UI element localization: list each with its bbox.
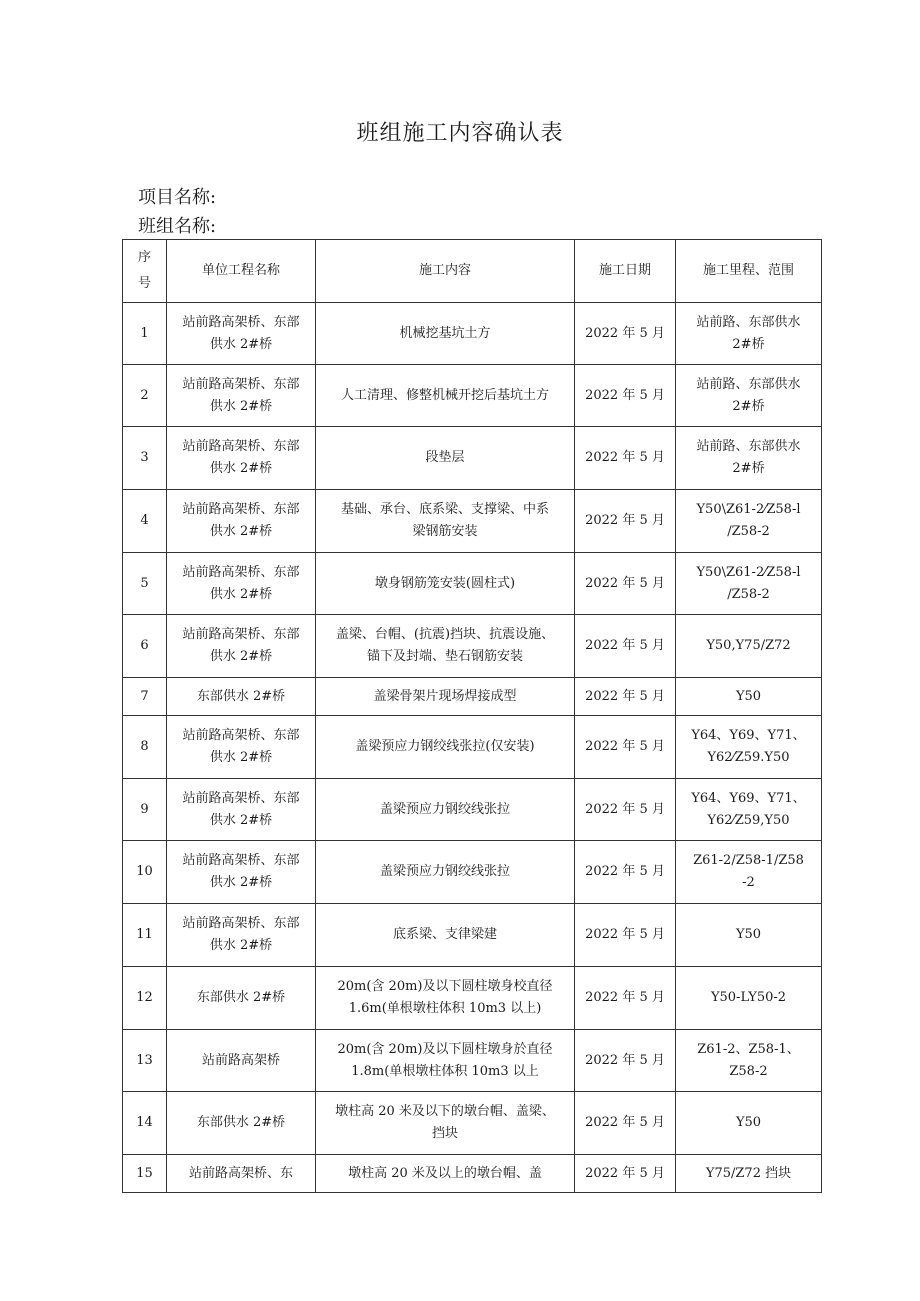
unit-project-cell bbox=[167, 303, 316, 365]
unit-project-cell-line: 站前路高架桥、东部 bbox=[182, 627, 300, 642]
mileage-range-cell bbox=[676, 841, 822, 904]
unit-project-cell-line: 供水 2#桥 bbox=[209, 398, 273, 414]
unit-project-cell-line: 站前路高架桥、东部 bbox=[182, 790, 300, 806]
unit-project-cell-line: 站前路高架桥、东部 bbox=[182, 502, 300, 517]
construction-content-cell bbox=[316, 615, 575, 678]
mileage-range-cell-line: Y50\Z61-2⁄Z58-l bbox=[696, 564, 801, 580]
unit-project-cell-line: 站前路高架桥、东 bbox=[188, 1165, 293, 1181]
unit-project-cell bbox=[167, 1030, 316, 1092]
construction-content-cell-line: 1.6m(单根墩柱体积 10m3 以上) bbox=[348, 1001, 542, 1016]
construction-date-cell: 2022 年 5 月 bbox=[575, 615, 676, 678]
row-number: 5 bbox=[123, 553, 167, 615]
table-row bbox=[123, 779, 822, 841]
construction-content-cell-line: 底系梁、支律梁建 bbox=[392, 927, 497, 942]
table-row bbox=[123, 615, 822, 678]
construction-content-cell bbox=[316, 1092, 575, 1155]
unit-project-cell-line: 站前路高架桥、东部 bbox=[182, 916, 300, 931]
construction-content-cell-line: 盖梁骨架片现场焊接成型 bbox=[373, 688, 517, 704]
table-row bbox=[123, 553, 822, 615]
mileage-range-cell-line: Y50-LY50-2 bbox=[710, 990, 787, 1005]
construction-content-cell-line: 段垫层 bbox=[425, 450, 465, 465]
unit-project-cell bbox=[167, 1155, 316, 1193]
unit-project-cell bbox=[167, 779, 316, 841]
construction-date-cell: 2022 年 5 月 bbox=[575, 1092, 676, 1155]
mileage-range-cell-line: 2#桥 bbox=[732, 398, 765, 414]
unit-project-cell bbox=[167, 490, 316, 553]
construction-content-cell bbox=[316, 365, 575, 427]
unit-project-cell bbox=[167, 427, 316, 490]
unit-project-cell-line: 供水 2#桥 bbox=[209, 875, 273, 890]
construction-content-cell-line: 锚下及封端、垫石钢筋安装 bbox=[366, 649, 523, 664]
construction-content-cell-line: 机械挖基坑土方 bbox=[399, 325, 491, 341]
construction-content-cell bbox=[316, 716, 575, 779]
construction-content-cell-line: 人工清理、修整机械开挖后基坑土方 bbox=[340, 387, 549, 403]
header-content: 施工内容 bbox=[316, 240, 575, 303]
table-row bbox=[123, 427, 822, 490]
construction-content-cell-line: 盖梁预应力钢绞线张拉 bbox=[379, 864, 510, 879]
unit-project-cell-line: 供水 2#桥 bbox=[209, 812, 273, 828]
table-row bbox=[123, 841, 822, 904]
construction-date-cell: 2022 年 5 月 bbox=[575, 904, 676, 967]
table-row bbox=[123, 967, 822, 1030]
construction-date-cell: 2022 年 5 月 bbox=[575, 490, 676, 553]
table-row bbox=[123, 1155, 822, 1193]
unit-project-cell-line: 东部供水 2#桥 bbox=[196, 688, 286, 704]
mileage-range-cell-line: Y64、Y69、Y71、 bbox=[691, 728, 806, 743]
mileage-range-cell bbox=[676, 1092, 822, 1155]
row-number: 15 bbox=[123, 1155, 167, 1193]
mileage-range-cell-line: 站前路、东部供水 bbox=[696, 376, 801, 392]
table-header-row bbox=[123, 240, 822, 303]
construction-date-cell: 2022 年 5 月 bbox=[575, 553, 676, 615]
mileage-range-cell-line: Y50,Y75/Z72 bbox=[706, 638, 791, 653]
mileage-range-cell bbox=[676, 716, 822, 779]
mileage-range-cell bbox=[676, 1030, 822, 1092]
mileage-range-cell-line: Y50\Z61-2⁄Z58-l bbox=[696, 502, 801, 517]
row-number: 2 bbox=[123, 365, 167, 427]
construction-content-cell bbox=[316, 779, 575, 841]
unit-project-cell-line: 供水 2#桥 bbox=[209, 336, 273, 352]
unit-project-cell bbox=[167, 904, 316, 967]
construction-date-cell: 2022 年 5 月 bbox=[575, 678, 676, 716]
table-row bbox=[123, 490, 822, 553]
unit-project-cell-line: 东部供水 2#桥 bbox=[196, 1115, 286, 1130]
construction-content-cell-line: 20m(含 20m)及以下圆柱墩身校直径 bbox=[337, 979, 553, 994]
mileage-range-cell-line: Y50 bbox=[735, 688, 762, 704]
row-number: 4 bbox=[123, 490, 167, 553]
unit-project-cell-line: 供水 2#桥 bbox=[209, 649, 273, 664]
table-row bbox=[123, 1030, 822, 1092]
team-name-label: 班组名称: bbox=[138, 216, 217, 237]
construction-date-cell: 2022 年 5 月 bbox=[575, 427, 676, 490]
mileage-range-cell-line: /Z58-2 bbox=[727, 524, 770, 539]
construction-date-cell: 2022 年 5 月 bbox=[575, 716, 676, 779]
table-row bbox=[123, 678, 822, 716]
mileage-range-cell bbox=[676, 904, 822, 967]
header-seq bbox=[123, 240, 167, 303]
mileage-range-cell bbox=[676, 303, 822, 365]
mileage-range-cell-line: 站前路、东部供水 bbox=[696, 439, 801, 454]
construction-date-cell: 2022 年 5 月 bbox=[575, 365, 676, 427]
table-body bbox=[123, 303, 822, 1193]
construction-content-cell bbox=[316, 1155, 575, 1193]
unit-project-cell bbox=[167, 716, 316, 779]
unit-project-cell-line: 站前路高架桥、东部 bbox=[182, 314, 300, 330]
mileage-range-cell bbox=[676, 1155, 822, 1193]
row-number: 8 bbox=[123, 716, 167, 779]
mileage-range-cell bbox=[676, 678, 822, 716]
mileage-range-cell-line: Z58-2 bbox=[729, 1063, 768, 1079]
page-title: 班组施工内容确认表 bbox=[356, 121, 564, 146]
unit-project-cell-line: 站前路高架桥、东部 bbox=[182, 376, 300, 392]
construction-date-cell: 2022 年 5 月 bbox=[575, 841, 676, 904]
mileage-range-cell bbox=[676, 553, 822, 615]
construction-content-cell bbox=[316, 967, 575, 1030]
unit-project-cell-line: 站前路高架桥、东部 bbox=[182, 439, 300, 454]
construction-content-cell-line: 盖梁预应力钢绞线张拉 bbox=[379, 801, 510, 817]
unit-project-cell-line: 供水 2#桥 bbox=[209, 524, 273, 539]
construction-content-cell-line: 墩柱高 20 米及以上的墩台帽、盖 bbox=[348, 1165, 542, 1181]
unit-project-cell bbox=[167, 841, 316, 904]
row-number: 13 bbox=[123, 1030, 167, 1092]
construction-content-cell bbox=[316, 904, 575, 967]
row-number: 11 bbox=[123, 904, 167, 967]
table-row bbox=[123, 365, 822, 427]
construction-content-cell-line: 盖梁、台帽、(抗震)挡块、抗震设施、 bbox=[335, 627, 555, 642]
unit-project-cell-line: 供水 2#桥 bbox=[209, 461, 273, 476]
mileage-range-cell-line: -2 bbox=[742, 875, 755, 890]
unit-project-cell-line: 供水 2#桥 bbox=[209, 750, 273, 765]
row-number: 1 bbox=[123, 303, 167, 365]
construction-date-cell: 2022 年 5 月 bbox=[575, 779, 676, 841]
header-date: 施工日期 bbox=[575, 240, 676, 303]
confirmation-table bbox=[122, 239, 822, 1193]
construction-content-cell bbox=[316, 427, 575, 490]
construction-content-cell-line: 盖梁预应力钢绞线张拉(仅安装) bbox=[355, 739, 535, 754]
construction-content-cell bbox=[316, 678, 575, 716]
mileage-range-cell-line: Y62⁄Z59,Y50 bbox=[707, 812, 790, 828]
unit-project-cell bbox=[167, 1092, 316, 1155]
unit-project-cell bbox=[167, 553, 316, 615]
construction-content-cell bbox=[316, 1030, 575, 1092]
construction-content-cell-line: 墩身钢筋笼安装(圆柱式) bbox=[374, 575, 516, 591]
unit-project-cell-line: 站前路高架桥、东部 bbox=[182, 728, 300, 743]
row-number: 6 bbox=[123, 615, 167, 678]
unit-project-cell-line: 站前路高架桥、东部 bbox=[182, 564, 300, 580]
construction-content-cell-line: 梁钢筋安装 bbox=[412, 524, 478, 539]
unit-project-cell-line: 站前路高架桥、东部 bbox=[182, 853, 300, 868]
mileage-range-cell-line: 站前路、东部供水 bbox=[696, 314, 801, 330]
unit-project-cell bbox=[167, 365, 316, 427]
mileage-range-cell-line: Y50 bbox=[735, 1115, 762, 1130]
table-row bbox=[123, 303, 822, 365]
mileage-range-cell-line: Y50 bbox=[735, 927, 762, 942]
row-number: 7 bbox=[123, 678, 167, 716]
unit-project-cell bbox=[167, 615, 316, 678]
construction-content-cell-line: 20m(含 20m)及以下圆柱墩身於直径 bbox=[337, 1041, 553, 1057]
row-number: 10 bbox=[123, 841, 167, 904]
row-number: 12 bbox=[123, 967, 167, 1030]
mileage-range-cell-line: 2#桥 bbox=[732, 336, 765, 352]
unit-project-cell-line: 站前路高架桥 bbox=[201, 1052, 280, 1068]
unit-project-cell bbox=[167, 678, 316, 716]
construction-date-cell: 2022 年 5 月 bbox=[575, 967, 676, 1030]
table-row bbox=[123, 716, 822, 779]
mileage-range-cell bbox=[676, 427, 822, 490]
mileage-range-cell-line: Z61-2/Z58-1/Z58 bbox=[693, 853, 804, 868]
table-row bbox=[123, 1092, 822, 1155]
row-number: 9 bbox=[123, 779, 167, 841]
unit-project-cell-line: 供水 2#桥 bbox=[209, 586, 273, 602]
header-range: 施工里程、范围 bbox=[676, 240, 822, 303]
construction-content-cell bbox=[316, 841, 575, 904]
construction-date-cell: 2022 年 5 月 bbox=[575, 1030, 676, 1092]
construction-content-cell-line: 基础、承台、底系梁、支撑梁、中系 bbox=[340, 502, 549, 517]
mileage-range-cell bbox=[676, 615, 822, 678]
unit-project-cell-line: 东部供水 2#桥 bbox=[196, 990, 286, 1005]
mileage-range-cell-line: Y62⁄Z59.Y50 bbox=[707, 750, 790, 765]
construction-content-cell-line: 挡块 bbox=[431, 1126, 458, 1141]
construction-content-cell bbox=[316, 553, 575, 615]
mileage-range-cell-line: /Z58-2 bbox=[727, 586, 770, 602]
construction-content-cell-line: 1.8m(单根墩柱体积 10m3 以上 bbox=[351, 1063, 539, 1079]
row-number: 3 bbox=[123, 427, 167, 490]
unit-project-cell bbox=[167, 967, 316, 1030]
mileage-range-cell-line: Y75/Z72 挡块 bbox=[705, 1165, 792, 1181]
construction-content-cell-line: 墩柱高 20 米及以下的墩台帽、盖梁、 bbox=[335, 1104, 555, 1119]
mileage-range-cell bbox=[676, 967, 822, 1030]
mileage-range-cell bbox=[676, 490, 822, 553]
mileage-range-cell-line: Z61-2、Z58-1、 bbox=[697, 1041, 800, 1057]
header-seq-line-2: 号 bbox=[137, 276, 151, 291]
project-name-label: 项目名称: bbox=[138, 187, 217, 208]
construction-date-cell: 2022 年 5 月 bbox=[575, 303, 676, 365]
mileage-range-cell-line: Y64、Y69、Y71、 bbox=[691, 790, 806, 806]
header-unit: 单位工程名称 bbox=[167, 240, 316, 303]
construction-content-cell bbox=[316, 490, 575, 553]
row-number: 14 bbox=[123, 1092, 167, 1155]
table-row bbox=[123, 904, 822, 967]
construction-date-cell: 2022 年 5 月 bbox=[575, 1155, 676, 1193]
mileage-range-cell bbox=[676, 365, 822, 427]
header-seq-line-1: 序 bbox=[137, 250, 151, 265]
unit-project-cell-line: 供水 2#桥 bbox=[209, 938, 273, 953]
construction-content-cell bbox=[316, 303, 575, 365]
mileage-range-cell bbox=[676, 779, 822, 841]
mileage-range-cell-line: 2#桥 bbox=[732, 461, 765, 476]
